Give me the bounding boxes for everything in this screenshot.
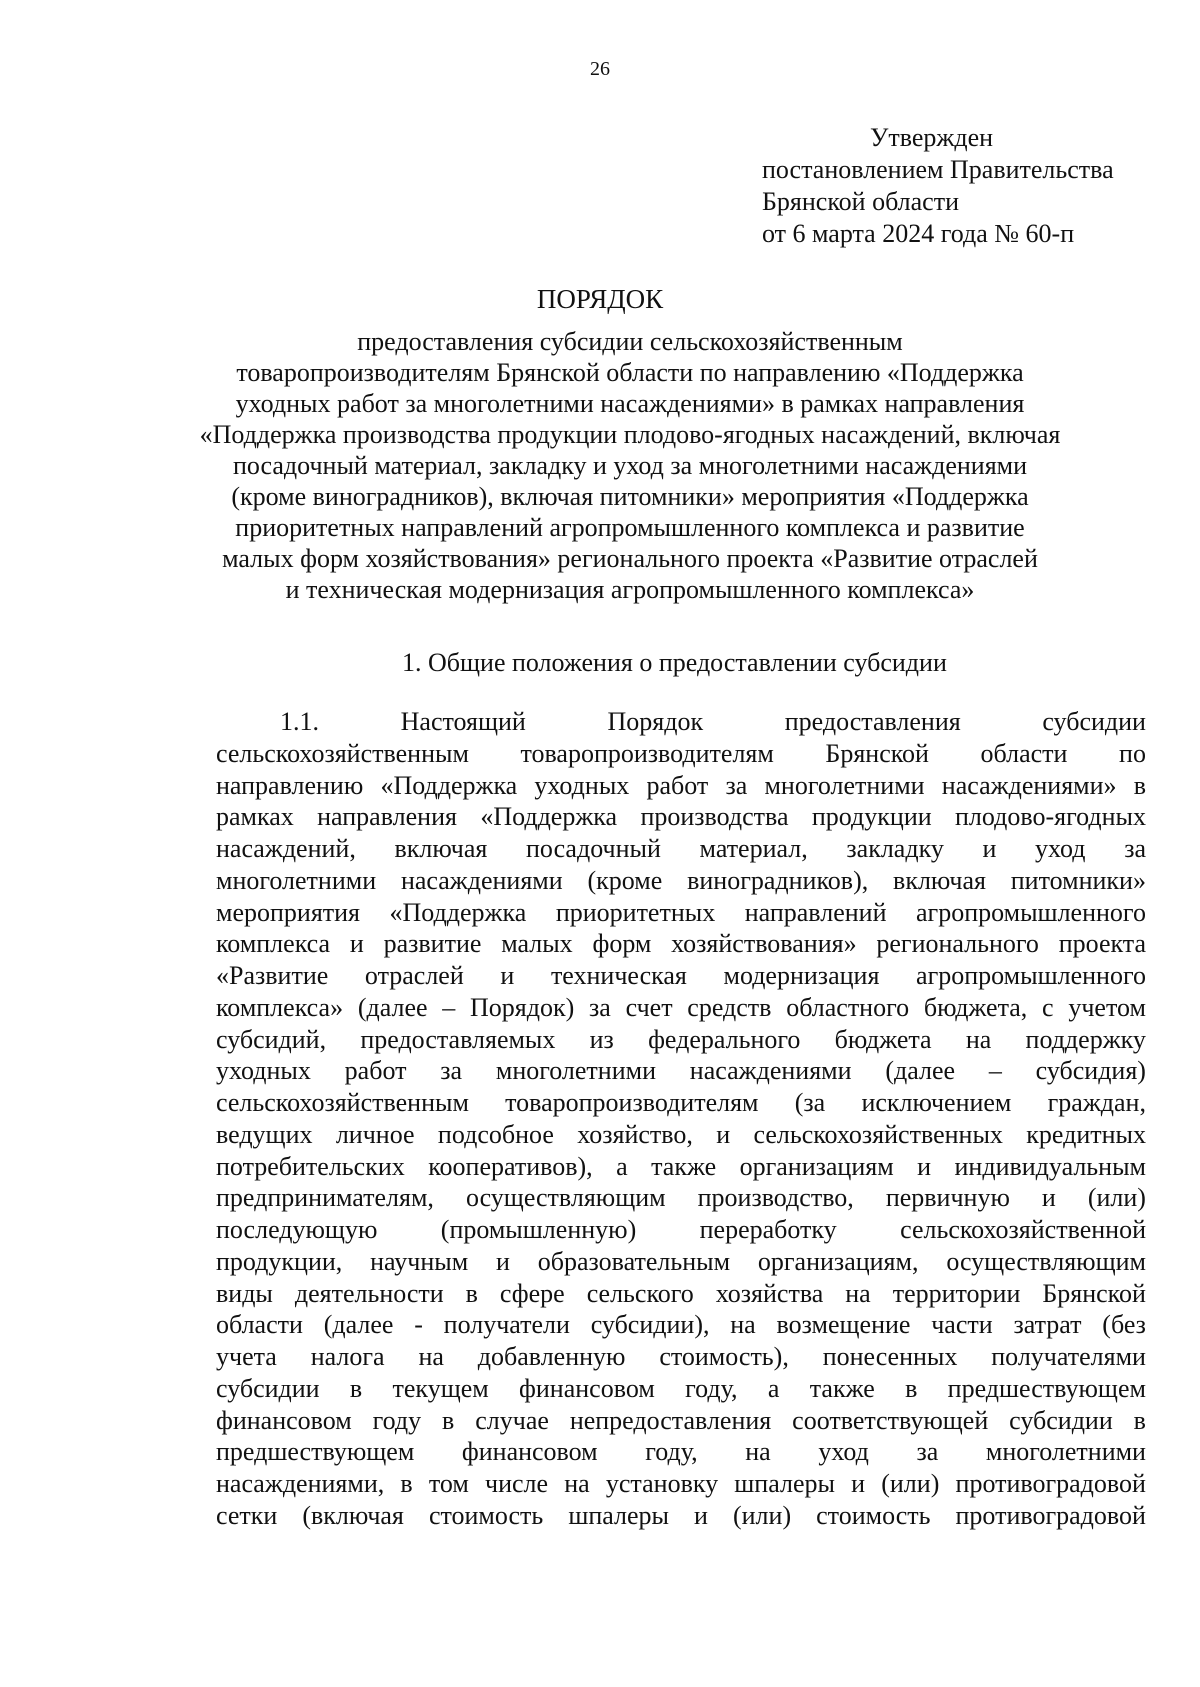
body-word: направления (317, 802, 457, 832)
body-word: (за (794, 1088, 826, 1117)
body-word: многолетними (495, 1056, 656, 1086)
body-word: году (372, 1405, 422, 1435)
approval-line-4: от 6 марта 2024 года № 60-п (762, 219, 1075, 248)
body-word: направлений (744, 897, 887, 927)
body-word: включая (394, 834, 488, 863)
body-word: хозяйство, (577, 1119, 693, 1149)
body-word: (без (1102, 1310, 1146, 1340)
body-word: (или) (732, 1500, 792, 1530)
body-word: последующую (216, 1215, 378, 1244)
body-word: посадочный (526, 834, 661, 863)
body-word: Порядок) (470, 992, 575, 1022)
body-word: научным (370, 1246, 469, 1276)
body-word: кредитных (1026, 1119, 1146, 1149)
approval-line-2: постановлением Правительства (762, 155, 1114, 184)
body-word: регионального (876, 929, 1039, 959)
body-word: хозяйствования» (671, 929, 857, 959)
body-word: Брянской (825, 738, 929, 768)
approval-line-3: Брянской области (762, 187, 959, 216)
body-word: первичную (885, 1183, 1010, 1213)
body-word: субсидия) (1035, 1056, 1146, 1086)
body-word: работ (344, 1056, 407, 1086)
body-word: (включая (302, 1500, 404, 1530)
body-word: производства (640, 802, 789, 832)
body-word: соответствующей (792, 1405, 989, 1435)
body-word: получатели (443, 1310, 570, 1340)
body-line (216, 1024, 1146, 1056)
body-line (216, 1373, 1146, 1405)
body-word: проекта (1058, 929, 1146, 959)
body-word: насаждений, (216, 834, 356, 863)
body-word: сельскохозяйственной (900, 1215, 1146, 1244)
body-word: уходных (216, 1056, 311, 1086)
subtitle-line: товаропроизводителям Брянской области по направлению «Поддержка (236, 358, 1024, 387)
body-word: субсидий, (216, 1024, 327, 1054)
document-subtitle (150, 326, 1110, 605)
body-word: сельскохозяйственным (216, 738, 469, 768)
body-word: питомники» (1010, 865, 1146, 895)
body-word: установку (605, 1469, 719, 1498)
body-line (216, 865, 1146, 897)
body-word: агропромышленного (916, 961, 1146, 990)
body-word: областного (786, 992, 910, 1022)
document-title: ПОРЯДОК (536, 284, 664, 314)
body-word: и (982, 834, 997, 863)
body-word: продукции, (216, 1246, 343, 1276)
body-word: и (496, 1246, 510, 1276)
body-word: потребительских (216, 1151, 405, 1181)
body-word: части (931, 1310, 993, 1340)
body-word: году, (645, 1437, 698, 1467)
body-word: индивидуальным (954, 1151, 1146, 1181)
body-line (216, 897, 1146, 929)
body-word: сетки (216, 1500, 278, 1530)
subtitle-line: (кроме виноградников), включая питомники» мероприятия «Поддержка (231, 482, 1029, 511)
body-word: а (767, 1373, 780, 1403)
body-word: предпринимателям, (216, 1183, 434, 1213)
body-word: «Поддержка (389, 897, 527, 927)
body-word: сельскохозяйственным (216, 1088, 469, 1117)
body-word: приоритетных (555, 897, 716, 927)
body-word: осуществляющим (946, 1246, 1146, 1276)
body-word: насаждениями (400, 865, 563, 895)
body-word: финансовом (461, 1437, 598, 1467)
body-word: предшествующем (947, 1373, 1146, 1403)
body-line (216, 928, 1146, 960)
body-word: образовательным (537, 1246, 731, 1276)
body-word: числе (485, 1469, 549, 1498)
body-word: году, (685, 1373, 738, 1403)
body-word: за (440, 1056, 463, 1086)
body-word: получателями (991, 1342, 1146, 1371)
body-word: из (589, 1024, 614, 1054)
body-word: мероприятия (216, 897, 361, 927)
body-word: Порядок (607, 707, 704, 736)
body-word: том (428, 1469, 469, 1498)
body-word: уход (1035, 834, 1086, 863)
body-word: также (809, 1373, 875, 1403)
body-word: - (414, 1310, 423, 1340)
body-word: рамках (216, 802, 294, 832)
body-word: сельского (586, 1278, 694, 1308)
body-word: субсидии (216, 1373, 320, 1403)
body-line (216, 1119, 1146, 1151)
body-line (216, 1309, 1146, 1341)
body-word: на (745, 1437, 771, 1467)
body-word: и (500, 961, 515, 990)
body-word: финансовом (519, 1373, 655, 1403)
body-line (216, 1214, 1146, 1246)
body-word: товаропроизводителям (505, 1088, 759, 1117)
body-word: и (349, 929, 364, 959)
body-word: поддержку (1025, 1024, 1146, 1054)
body-word: переработку (699, 1215, 837, 1244)
body-word: субсидии (1009, 1405, 1113, 1435)
body-word: малых (501, 929, 573, 959)
body-word: на (730, 1310, 756, 1340)
body-word: в (400, 1469, 413, 1498)
body-line (216, 1151, 1146, 1183)
body-word: счет (625, 992, 673, 1022)
body-word: предоставляемых (360, 1024, 556, 1054)
body-word: федерального (648, 1024, 801, 1054)
body-word: субсидии (1042, 707, 1146, 736)
section-heading: 1. Общие положения о предоставлении субсидии (402, 648, 947, 677)
body-word: в (442, 1405, 455, 1435)
body-word: многолетними (985, 1437, 1146, 1467)
body-word: закладку (846, 834, 944, 863)
body-word: уходных (534, 770, 630, 800)
body-line (216, 706, 1146, 738)
body-word: в (1133, 1405, 1146, 1435)
body-word: стоимость (816, 1500, 931, 1530)
subtitle-line: малых форм хозяйствования» регионального проекта «Развитие отраслей (222, 544, 1038, 573)
body-word: деятельности (294, 1278, 444, 1308)
body-word: противоградовой (955, 1469, 1146, 1498)
body-line (216, 1278, 1146, 1310)
body-word: насаждениями, (216, 1469, 385, 1498)
body-word: области (980, 738, 1068, 768)
subtitle-line: приоритетных направлений агропромышленного комплекса и развитие (235, 513, 1025, 542)
body-word: бюджета (834, 1024, 932, 1054)
body-word: за (916, 1437, 939, 1467)
body-word: финансовом (216, 1405, 352, 1435)
body-word: сфере (499, 1278, 565, 1308)
body-word: (или) (1087, 1183, 1146, 1213)
body-word: комплекса (216, 929, 331, 959)
body-word: хозяйства (715, 1278, 824, 1308)
body-line (216, 1405, 1146, 1437)
subtitle-line: «Поддержка производства продукции плодово-ягодных насаждений, включая (199, 420, 1061, 449)
subtitle-line: и техническая модернизация агропромышленного комплекса» (285, 575, 975, 604)
body-word: в (465, 1278, 478, 1308)
body-word: подсобное (437, 1119, 554, 1149)
body-word: и (694, 1500, 708, 1530)
body-line (216, 1341, 1146, 1373)
body-word: (кроме (587, 865, 663, 895)
body-line (216, 992, 1146, 1024)
body-word: форм (592, 929, 652, 959)
body-word: продукции (811, 802, 932, 832)
body-word: и (1041, 1183, 1056, 1213)
body-word: многолетними (216, 865, 377, 895)
page-number: 26 (590, 58, 610, 80)
body-word: (или) (881, 1469, 940, 1498)
body-word: шпалеры (568, 1500, 669, 1530)
body-line (216, 1468, 1146, 1500)
body-word: исключением (861, 1088, 1012, 1117)
body-word: (далее (885, 1056, 956, 1086)
body-word: случае (475, 1405, 549, 1435)
body-word: граждан, (1047, 1088, 1146, 1117)
body-word: отраслей (364, 961, 464, 990)
body-word: агропромышленного (916, 897, 1146, 927)
body-word: а (616, 1151, 628, 1181)
body-word: шпалеры (734, 1469, 835, 1498)
body-line (216, 1246, 1146, 1278)
body-word: и (716, 1119, 731, 1149)
body-word: текущем (392, 1373, 489, 1403)
body-word: средств (687, 992, 772, 1022)
body-word: в (1133, 770, 1146, 800)
body-line (216, 801, 1146, 833)
body-word: в (349, 1373, 363, 1403)
body-word: развитие (383, 929, 482, 959)
body-word: «Развитие (216, 961, 329, 990)
body-word: предоставления (784, 707, 961, 736)
body-word: направлению (216, 770, 364, 800)
body-word: сельскохозяйственных (753, 1119, 1003, 1149)
body-word: включая (893, 865, 986, 895)
body-word: товаропроизводителям (520, 738, 774, 768)
body-word: возмещение (776, 1310, 911, 1340)
body-word: виды (216, 1278, 273, 1308)
body-word: учетом (1068, 992, 1146, 1022)
body-word: субсидии), (590, 1310, 710, 1340)
body-word: за (589, 992, 611, 1022)
body-word: на (418, 1342, 444, 1371)
body-word: понесенных (822, 1342, 958, 1371)
body-word: ведущих (216, 1119, 313, 1149)
body-line (216, 1087, 1146, 1119)
body-word: области (216, 1310, 303, 1340)
body-word: на (564, 1469, 590, 1498)
body-word: стоимость (428, 1500, 544, 1530)
body-line (216, 770, 1146, 802)
body-word: бюджета, (923, 992, 1028, 1022)
body-word: противоградовой (955, 1500, 1146, 1530)
body-word: 1.1. (280, 707, 319, 736)
body-line (216, 833, 1146, 865)
body-word: материал, (699, 834, 808, 863)
body-word: Брянской (1042, 1278, 1146, 1308)
body-word: (далее (357, 992, 428, 1022)
body-word: «Поддержка (380, 770, 518, 800)
body-word: территории (892, 1278, 1021, 1308)
subtitle-line: предоставления субсидии сельскохозяйственным (357, 327, 903, 356)
body-word: – (442, 992, 456, 1022)
body-word: предшествующем (216, 1437, 415, 1467)
body-word: на (845, 1278, 871, 1308)
body-word: в (905, 1373, 918, 1403)
body-word: виноградников), (687, 865, 869, 895)
body-word: «Поддержка (480, 802, 618, 832)
body-word: с (1042, 992, 1054, 1022)
body-word: за (1124, 834, 1146, 863)
body-word: за (725, 770, 748, 800)
body-word: организациям, (757, 1246, 919, 1276)
body-word: работ (646, 770, 709, 800)
body-line (216, 1055, 1146, 1087)
body-word: комплекса» (216, 992, 344, 1022)
body-word: учета (216, 1342, 277, 1371)
body-word: техническая (550, 961, 687, 990)
body-word: (промышленную) (440, 1215, 637, 1244)
body-word: Настоящий (400, 707, 526, 736)
body-word: непредоставления (569, 1405, 772, 1435)
body-word: модернизация (723, 961, 880, 990)
body-word: организациям (739, 1151, 894, 1181)
body-word: и (917, 1151, 932, 1181)
subtitle-line: посадочный материал, закладку и уход за многолетними насаждениями (232, 451, 1028, 480)
body-word: также (651, 1151, 717, 1181)
body-word: – (988, 1056, 1002, 1086)
body-word: затрат (1013, 1310, 1082, 1340)
body-word: производство, (697, 1183, 854, 1213)
body-word: (далее (323, 1310, 394, 1340)
body-line (216, 1500, 1146, 1532)
body-word: и (851, 1469, 866, 1498)
body-word: на (965, 1024, 992, 1054)
approval-line-1: Утвержден (870, 123, 994, 152)
body-word: уход (818, 1437, 869, 1467)
body-word: насаждениями» (941, 770, 1117, 800)
body-line (216, 1182, 1146, 1214)
body-word: осуществляющим (465, 1183, 666, 1213)
body-word: личное (335, 1119, 415, 1149)
body-line (216, 1436, 1146, 1468)
body-line (216, 960, 1146, 992)
body-paragraph (216, 706, 1146, 1532)
subtitle-line: уходных работ за многолетними насаждениями» в рамках направления (235, 389, 1025, 418)
body-word: налога (310, 1342, 385, 1371)
approval-stamp (762, 122, 1114, 250)
body-word: многолетними (764, 770, 925, 800)
body-word: стоимость), (659, 1342, 789, 1371)
body-word: насаждениями (689, 1056, 852, 1086)
body-line (216, 738, 1146, 770)
body-word: по (1119, 738, 1146, 768)
body-word: добавленную (477, 1342, 626, 1371)
body-word: плодово-ягодных (955, 802, 1146, 832)
body-word: кооперативов), (428, 1151, 593, 1181)
